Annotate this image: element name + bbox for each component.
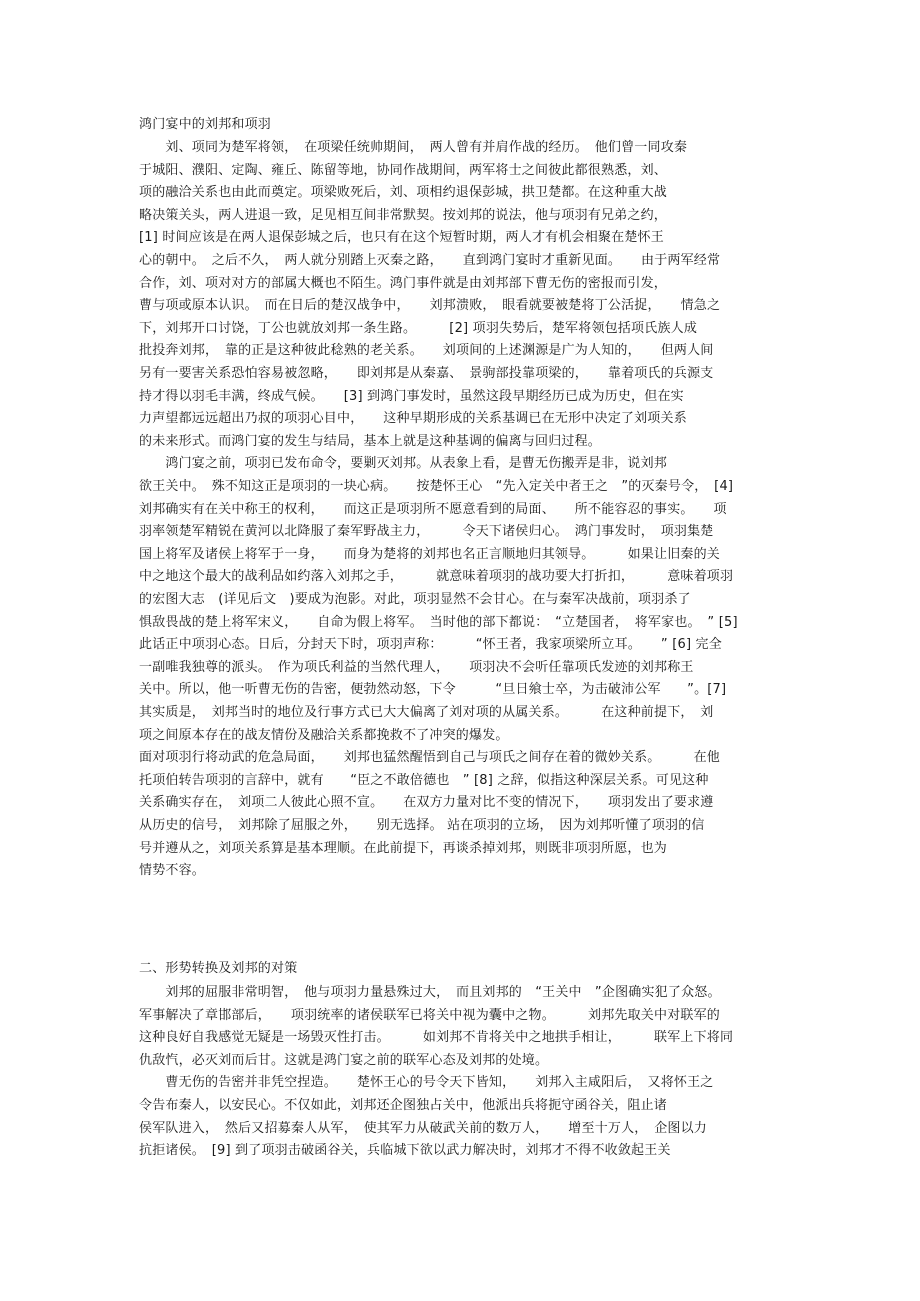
body-text-line: 项之间原本存在的战友情份及融洽关系都挽救不了冲突的爆发。 — [139, 727, 509, 743]
body-text-line: 中之地这个最大的战利品如约落入刘邦之手， 就意味着项羽的战功要大打折扣， 意味着项羽 — [139, 569, 734, 585]
body-text-line: 从历史的信号， 刘邦除了屈服之外， 别无选择。 站在项羽的立场， 因为刘邦听懂了项羽的信 — [139, 818, 705, 833]
body-text-line: 令告布秦人，以安民心。不仅如此，刘邦还企图独占关中，他派出兵将扼守函谷关，阻止诸 — [139, 1098, 668, 1113]
document-title: 鸿门宴中的刘邦和项羽 — [139, 117, 272, 132]
body-text-line: 持才得以羽毛丰满，终成气候。 [3] 到鸿门事发时，虽然这段早期经历已成为历史，但在实 — [139, 388, 684, 404]
body-text-line: 力声望都远远超出乃叔的项羽心目中， 这种早期形成的关系基调已在无形中决定了刘项关系 — [139, 411, 687, 427]
body-text-line: 批投奔刘邦， 靠的正是这种彼此稔熟的老关系。 刘项间的上述渊源是广为人知的， 但两人间 — [139, 343, 714, 359]
body-text-line: 刘邦确实有在关中称王的权利， 而这正是项羽所不愿意看到的局面、 所不能容忍的事实。 项 — [139, 501, 727, 517]
body-text-line: 这种良好自我感觉无疑是一场毁灭性打击。 如刘邦不肯将关中之地拱手相让， 联军上下将同 — [139, 1030, 734, 1046]
body-text-line: 刘邦的屈服非常明智， 他与项羽力量悬殊过大， 而且刘邦的 “王关中 ”企图确实犯了众怒。 — [139, 985, 721, 1000]
body-text-line: 侯军队进入， 然后又招募秦人从军， 使其军力从破武关前的数万人， 增至十万人， 企图以力 — [139, 1120, 708, 1136]
body-text-line: 合作，刘、项对对方的部属大概也不陌生。鸿门事件就是由刘邦部下曹无伤的密报而引发， — [139, 275, 668, 291]
body-text-line: 另有一要害关系恐怕容易被忽略， 即刘邦是从秦嘉、 景驹部投靠项梁的， 靠着项氏的兵源支 — [139, 366, 714, 381]
body-text-line: 情势不容。 — [139, 863, 206, 879]
body-text-line: 号并遵从之，刘项关系算是基本理顺。在此前提下，再谈杀掉刘邦，则既非项羽所愿，也为 — [139, 840, 668, 856]
body-text-line: 下，刘邦开口讨饶，丁公也就放刘邦一条生路。 [2] 项羽失势后，楚军将领包括项氏族人成 — [139, 320, 698, 336]
section-heading: 二、形势转换及刘邦的对策 — [139, 961, 298, 976]
body-text-line: 托项伯转告项羽的言辞中，就有 “臣之不敢倍德也 ” [8] 之辞，似指这种深层关系。可见这种 — [139, 772, 709, 788]
body-text-line: 刘、项同为楚军将领， 在项梁任统帅期间， 两人曾有并肩作战的经历。 他们曾一同攻秦 — [139, 140, 688, 155]
body-text-line: 曹与项或原本认识。 而在日后的楚汉战争中， 刘邦溃败， 眼看就要被楚将丁公活捉， 情急之 — [139, 298, 721, 314]
body-text-line: 仇敌忾，必灭刘而后甘。这就是鸿门宴之前的联军心态及刘邦的处境。 — [139, 1052, 549, 1068]
body-text-line: 惧敌畏战的楚上将军宋义， 自命为假上将军。 当时他的部下都说： “立楚国者， 将军家也。 ” [5] — [139, 614, 738, 630]
body-text-line: 欲王关中。 殊不知这正是项羽的一块心病。 按楚怀王心 “先入定关中者王之 ”的灭秦号令， [4] — [139, 479, 734, 494]
body-text-line: 面对项羽行将动武的危急局面， 刘邦也猛然醒悟到自己与项氏之间存在着的微妙关系。 在他 — [139, 750, 721, 766]
body-text-line: 关中。所以，他一听曹无伤的告密，便勃然动怒，下令 “旦日飨士卒，为击破沛公军 ”。[7] — [139, 682, 727, 698]
body-text-line: 的宏图大志 (详见后文 )要成为泡影。对此，项羽显然不会甘心。在与秦军决战前，项羽杀了 — [139, 592, 691, 607]
body-text-line: 曹无伤的告密并非凭空捏造。 楚怀王心的号令天下皆知， 刘邦入主咸阳后， 又将怀王之 — [139, 1075, 714, 1091]
body-text-line: 其实质是， 刘邦当时的地位及行事方式已大大偏离了刘对项的从属关系。 在这种前提下， 刘 — [139, 705, 714, 720]
body-text-line: 抗拒诸侯。 [9] 到了项羽击破函谷关，兵临城下欲以武力解决时，刘邦才不得不收敛起王关 — [139, 1143, 671, 1159]
body-text-line: 国上将军及诸侯上将军于一身， 而身为楚将的刘邦也名正言顺地归其领导。 如果让旧秦的关 — [139, 546, 721, 562]
body-text-line: 关系确实存在， 刘项二人彼此心照不宣。 在双方力量对比不变的情况下， 项羽发出了要求遵 — [139, 795, 714, 811]
body-text-line: 鸿门宴之前，项羽已发布命令，要剿灭刘邦。从表象上看，是曹无伤搬弄是非，说刘邦 — [139, 456, 668, 472]
body-text-line: 一副唯我独尊的派头。 作为项氏利益的当然代理人， 项羽决不会听任靠项氏发迹的刘邦称王 — [139, 659, 694, 675]
body-text-line: 略决策关头，两人进退一致，足见相互间非常默契。按刘邦的说法，他与项羽有兄弟之约， — [139, 207, 668, 223]
body-text-line: 军事解决了章邯部后， 项羽统率的诸侯联军已将关中视为囊中之物。 刘邦先取关中对联军的 — [139, 1007, 721, 1023]
body-text-line: 此话正中项羽心态。日后，分封天下时，项羽声称： “怀王者，我家项梁所立耳。 ” [6] 完全 — [139, 637, 722, 653]
body-text-line: 项的融洽关系也由此而奠定。项梁败死后，刘、项相约退保彭城，拱卫楚都。在这种重大战 — [139, 185, 668, 201]
body-text-line: 于城阳、濮阳、定陶、雍丘、陈留等地，协同作战期间，两军将士之间彼此都很熟悉，刘、 — [139, 162, 668, 178]
body-text-line: 心的朝中。 之后不久， 两人就分别踏上灭秦之路， 直到鸿门宴时才重新见面。 由于两军经常 — [139, 253, 721, 268]
body-text-line: [1] 时间应该是在两人退保彭城之后，也只有在这个短暂时期，两人才有机会相聚在楚怀王 — [139, 230, 664, 246]
body-text-line: 的未来形式。而鸿门宴的发生与结局，基本上就是这种基调的偏离与回归过程。 — [139, 433, 602, 449]
body-text-line: 羽率领楚军精锐在黄河以北降服了秦军野战主力， 令天下诸侯归心。 鸿门事发时， 项羽集楚 — [139, 524, 714, 540]
